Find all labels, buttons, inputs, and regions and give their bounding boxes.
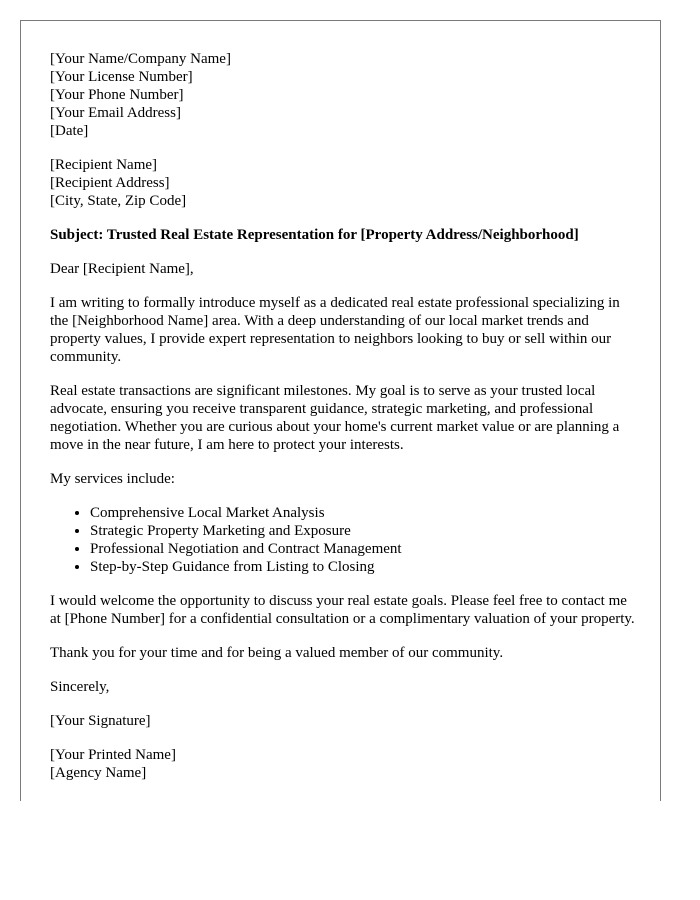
sender-name: [Your Name/Company Name] <box>50 51 231 67</box>
closing-paragraph: I would welcome the opportunity to discuss your real estate goals. Please feel free to contact me at [Phone Number] for a confidential consultation or a complimentary valuation of your property. <box>50 593 635 627</box>
sender-license: [Your License Number] <box>50 69 193 85</box>
printed-name: [Your Printed Name] <box>50 747 176 763</box>
signature: [Your Signature] <box>50 713 151 729</box>
letter-content <box>50 50 640 782</box>
recipient-city-state-zip: [City, State, Zip Code] <box>50 193 187 209</box>
services-intro: My services include: <box>50 471 175 487</box>
closing-paragraph: Thank you for your time and for being a valued member of our community. <box>50 645 504 661</box>
subject-line: Subject: Trusted Real Estate Representation for [Property Address/Neighborhood] <box>50 227 579 243</box>
sender-block <box>50 50 640 140</box>
list-item: • Professional Negotiation and Contract Management <box>90 540 640 558</box>
list-item: • Comprehensive Local Market Analysis <box>90 504 640 522</box>
recipient-name: [Recipient Name] <box>50 157 158 173</box>
list-item: • Step-by-Step Guidance from Listing to Closing <box>90 558 640 576</box>
body-paragraph: Real estate transactions are significant milestones. My goal is to serve as your trusted local advocate, ensuring you receive transparent guidance, strategic marketing, and professional negotiation. Whether you are curious about your home's current market value or are planning a move in the near future, I am here to protect your interests. <box>50 383 620 453</box>
sender-email: [Your Email Address] <box>50 105 181 121</box>
services-list <box>50 504 640 576</box>
footer-block <box>50 746 640 782</box>
sender-phone: [Your Phone Number] <box>50 87 184 103</box>
agency-name: [Agency Name] <box>50 765 147 781</box>
list-item: • Strategic Property Marketing and Exposure <box>90 522 640 540</box>
recipient-block <box>50 156 640 210</box>
body-paragraph: I am writing to formally introduce myself as a dedicated real estate professional specializing in the [Neighborhood Name] area. With a deep understanding of our local market trends and property values, I provide expert representation to neighbors looking to buy or sell within our community. <box>50 295 620 365</box>
letter-page <box>20 20 661 801</box>
signoff: Sincerely, <box>50 679 110 695</box>
recipient-address: [Recipient Address] <box>50 175 170 191</box>
salutation: Dear [Recipient Name], <box>50 261 194 277</box>
letter-date: [Date] <box>50 123 89 139</box>
